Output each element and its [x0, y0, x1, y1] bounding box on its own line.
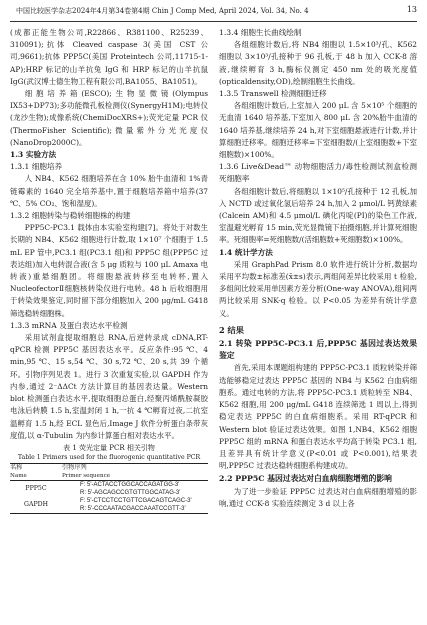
table-row — [10, 497, 208, 505]
paragraph-antibodies: (成都正能生物公司,R22866、R381100、R25239、310091);抗体 Cleaved caspase 3(美国 CST 公司,9661);抗体 PPP5C(美国 Proteintech 公司,11715-1-AP);HRP 标记的山羊抗兔 IgG 和 HRP 标记的山羊抗鼠 IgG(武汉博士德生物工程有限公司,BA1055、BA1051)。 — [10, 28, 208, 86]
table-row — [10, 480, 208, 489]
paragraph-growth-curve: 各组细胞计数后,将 NB4 细胞以 1.5×10³/孔、K562 细胞以 3×10³/孔接种于 96 孔板,于 48 h 加入 CCK-8 溶液,继续孵育 3 h,酶标仪测定 450 nm 处的吸光度值(opticaldensity,OD),绘制细胞生长曲线。 — [219, 40, 417, 86]
section-heading-2-1: 2.1 转染 PPP5C-PC3.1 后,PPP5C 基因过表达效果鉴定 — [219, 339, 417, 361]
table-caption-cn: 表 1 荧光定量 PCR 相关引物 — [63, 443, 155, 452]
header-rule — [10, 21, 417, 22]
paragraph-mrna-protein: 采用试剂盒提取细胞总 RNA,后逆转录成 cDNA,RT-qPCR 检测 PPP5C 基因表达水平。反应条件:95 ℃、4 min,95 ℃、15 s,54 ℃、30 s,72 ℃、20 s,共 39 个循环。引物序列见表 1。进行 3 次重复实验,以 GAPDH 作为内参,通过 2⁻ΔΔCt 方法计算目的基因表达量。Western blot 检测蛋白表达水平,提取细胞总蛋白,经聚丙烯酰胺凝胶电泳后转膜 1.5 h,室温封闭 1 h,一抗 4 ℃孵育过夜,二抗室温孵育 1.5 h,经 ECL 显色后,Image J 软件分析蛋白条带灰度值,以 α-Tubulin 为内参计算蛋白相对表达水平。 — [10, 333, 208, 440]
section-heading-results: 2 结果 — [219, 324, 244, 335]
table-caption — [10, 444, 208, 462]
section-heading-1-3-1: 1.3.1 细胞培养 — [10, 162, 63, 172]
paragraph-live-dead: 各组细胞计数后,将细胞以 1×10⁵/孔接种于 12 孔板,加入 NCTD 或过氧化氢后培养 24 h,加入 2 μmol/L 钙黄绿素(Calcein AM)和 4.5 μmol/L 碘化丙啶(PI)的染色工作液,室温避光孵育 15 min,荧光显微镜下拍摄细胞,并计算死细胞率。死细胞率=死细胞数/(活细胞数+死细胞数)×100%。 — [219, 186, 417, 245]
paragraph-instruments: 细胞培养箱(ESCO);生物显微镜(Olympus IX53+DP73);多功能微孔板检测仪(SynergyH1M);电转仪(龙沙生物);成像系统(ChemiDocXRS+);荧光定量 PCR 仪(ThermoFisher Scientific);微量紫外分光光度仪(NanoDrop2000C)。 — [10, 89, 208, 147]
section-heading-1-3-4: 1.3.4 细胞生长曲线绘制 — [219, 28, 302, 37]
paragraph-cell-culture: 人 NB4、K562 细胞培养在含 10% 胎牛血清和 1%青链霉素的 1640 完全培养基中,置于细胞培养箱中培养(37 ℃、5% CO₂、饱和湿度)。 — [10, 174, 208, 208]
paragraph-result-2-1: 首先,采用本课题组构建的 PPP5C-PC3.1 质粒转染并筛选能够稳定过表达 PPP5C 基因的 NB4 与 K562 白血病细胞系。通过电转的方法,将 PPP5C-PC3.1 质粒转至 NB4、K562 细胞,用 200 μg/mL G418 连续筛选 1 周以上,得到稳定表达 PPP5C 的白血病细胞系。采用 RT-qPCR 和 Western blot 验证过表达效果。如图 1,NB4、K562 细胞 PPP5C 组的 mRNA 和蛋白表达水平均高于转染 PC3.1 组,且差异具有统计学意义(P<0.01 或 P<0.001),结果表明,PPP5C 过表达稳转细胞系构建成功。 — [219, 363, 417, 471]
section-heading-1-3-3: 1.3.3 mRNA 及蛋白表达水平检测 — [10, 320, 128, 330]
page-number: 13 — [406, 5, 417, 14]
primer-forward: F: 5'-CTCCTCCTGTTCGACAGTCAGC-3' — [80, 497, 192, 504]
right-column — [219, 27, 417, 510]
table-header-sequence-en: Primer sequence — [62, 472, 208, 481]
primer-table — [10, 463, 208, 514]
section-heading-1-4: 1.4 统计学方法 — [219, 247, 273, 257]
paragraph-statistics: 采用 GraphPad Prism 8.0 软件进行统计分析,数据均采用平均数±标准差(x̄±s)表示,两组间差异比较采用 t 检验,多组间比较采用单因素方差分析(One-way ANOVA),组间两两比较采用 SNK-q 检验。以 P<0.05 为差异有统计学意义。 — [219, 259, 417, 318]
running-header — [10, 6, 417, 20]
section-heading-1-3: 1.3 实验方法 — [10, 150, 57, 160]
section-heading-2-2: 2.2 PPP5C 基因过表达对白血病细胞增殖的影响 — [219, 474, 392, 484]
table-caption-en: Table 1 Primers used for the fluorogenic quantitative PCR — [17, 453, 201, 461]
table-header-name: 名称 — [10, 463, 62, 472]
table-header-name-en: Name — [10, 472, 62, 481]
left-column — [10, 27, 208, 514]
paragraph-result-2-2: 为了进一步验证 PPP5C 过表达对白血病细胞增殖的影响,通过 CCK-8 实验连续测定 3 d 以上各 — [219, 486, 417, 508]
table-header-sequence: 引物序列 — [62, 463, 208, 472]
section-heading-1-3-6: 1.3.6 Live&Dead™ 动物细胞活力/毒性检测试剂盒检测死细胞率 — [219, 162, 417, 184]
primer-name: GAPDH — [10, 497, 62, 514]
journal-citation-header: 中国比较医学杂志2024年4月第34卷第4期 Chin J Comp Med, April 2024, Vol. 34, No. 4 — [16, 7, 309, 15]
paragraph-transfection: PPP5C-PC3.1 载体由本实验室构建[7]。将处于对数生长期的 NB4、K562 细胞进行计数,取 1×10⁷ 个细胞于 1.5 mL EP 管中,PC3.1 组(PC3.1 组)和 PPP5C 组(PPP5C 过表达组)加入电转混合液(含 5 μg 质粒与 100 μL Amaxa 电转液)重悬细胞团。将细胞悬液转移至电转杯,置入 NucleofectorⅡ细胞核转染仪进行电转。48 h 后收细胞用于转染效果鉴定,同时留下部分细胞加入 200 μg/mL G418 筛选稳转细胞株。 — [10, 223, 208, 318]
primer-forward: F: 5'-ACTACCTGGCACCAGATGG-3' — [80, 481, 180, 488]
section-heading-1-3-5: 1.3.5 Transwell 检测细胞迁移 — [219, 89, 327, 99]
section-heading-1-3-2: 1.3.2 细胞转染与稳转细胞株的构建 — [10, 211, 131, 221]
primer-reverse: R: 5'-CCCAATACGACCAAATCCGTT-3' — [62, 505, 208, 514]
primer-name: PPP5C — [25, 484, 47, 492]
paragraph-transwell: 各组细胞计数后,上室加入 200 μL 含 5×10⁵ 个细胞的无血清 1640 培养基,下室加入 800 μL 含 20%胎牛血清的 1640 培养基,继续培养 24 h,对下室细胞悬液进行计数,并计算细胞迁移率。细胞迁移率=下室细胞数/(上室细胞数+下室细胞数)×100%。 — [219, 101, 417, 160]
primer-reverse: R: 5'-AGCAGCCGTGTTGGCATAG-3' — [80, 489, 181, 496]
